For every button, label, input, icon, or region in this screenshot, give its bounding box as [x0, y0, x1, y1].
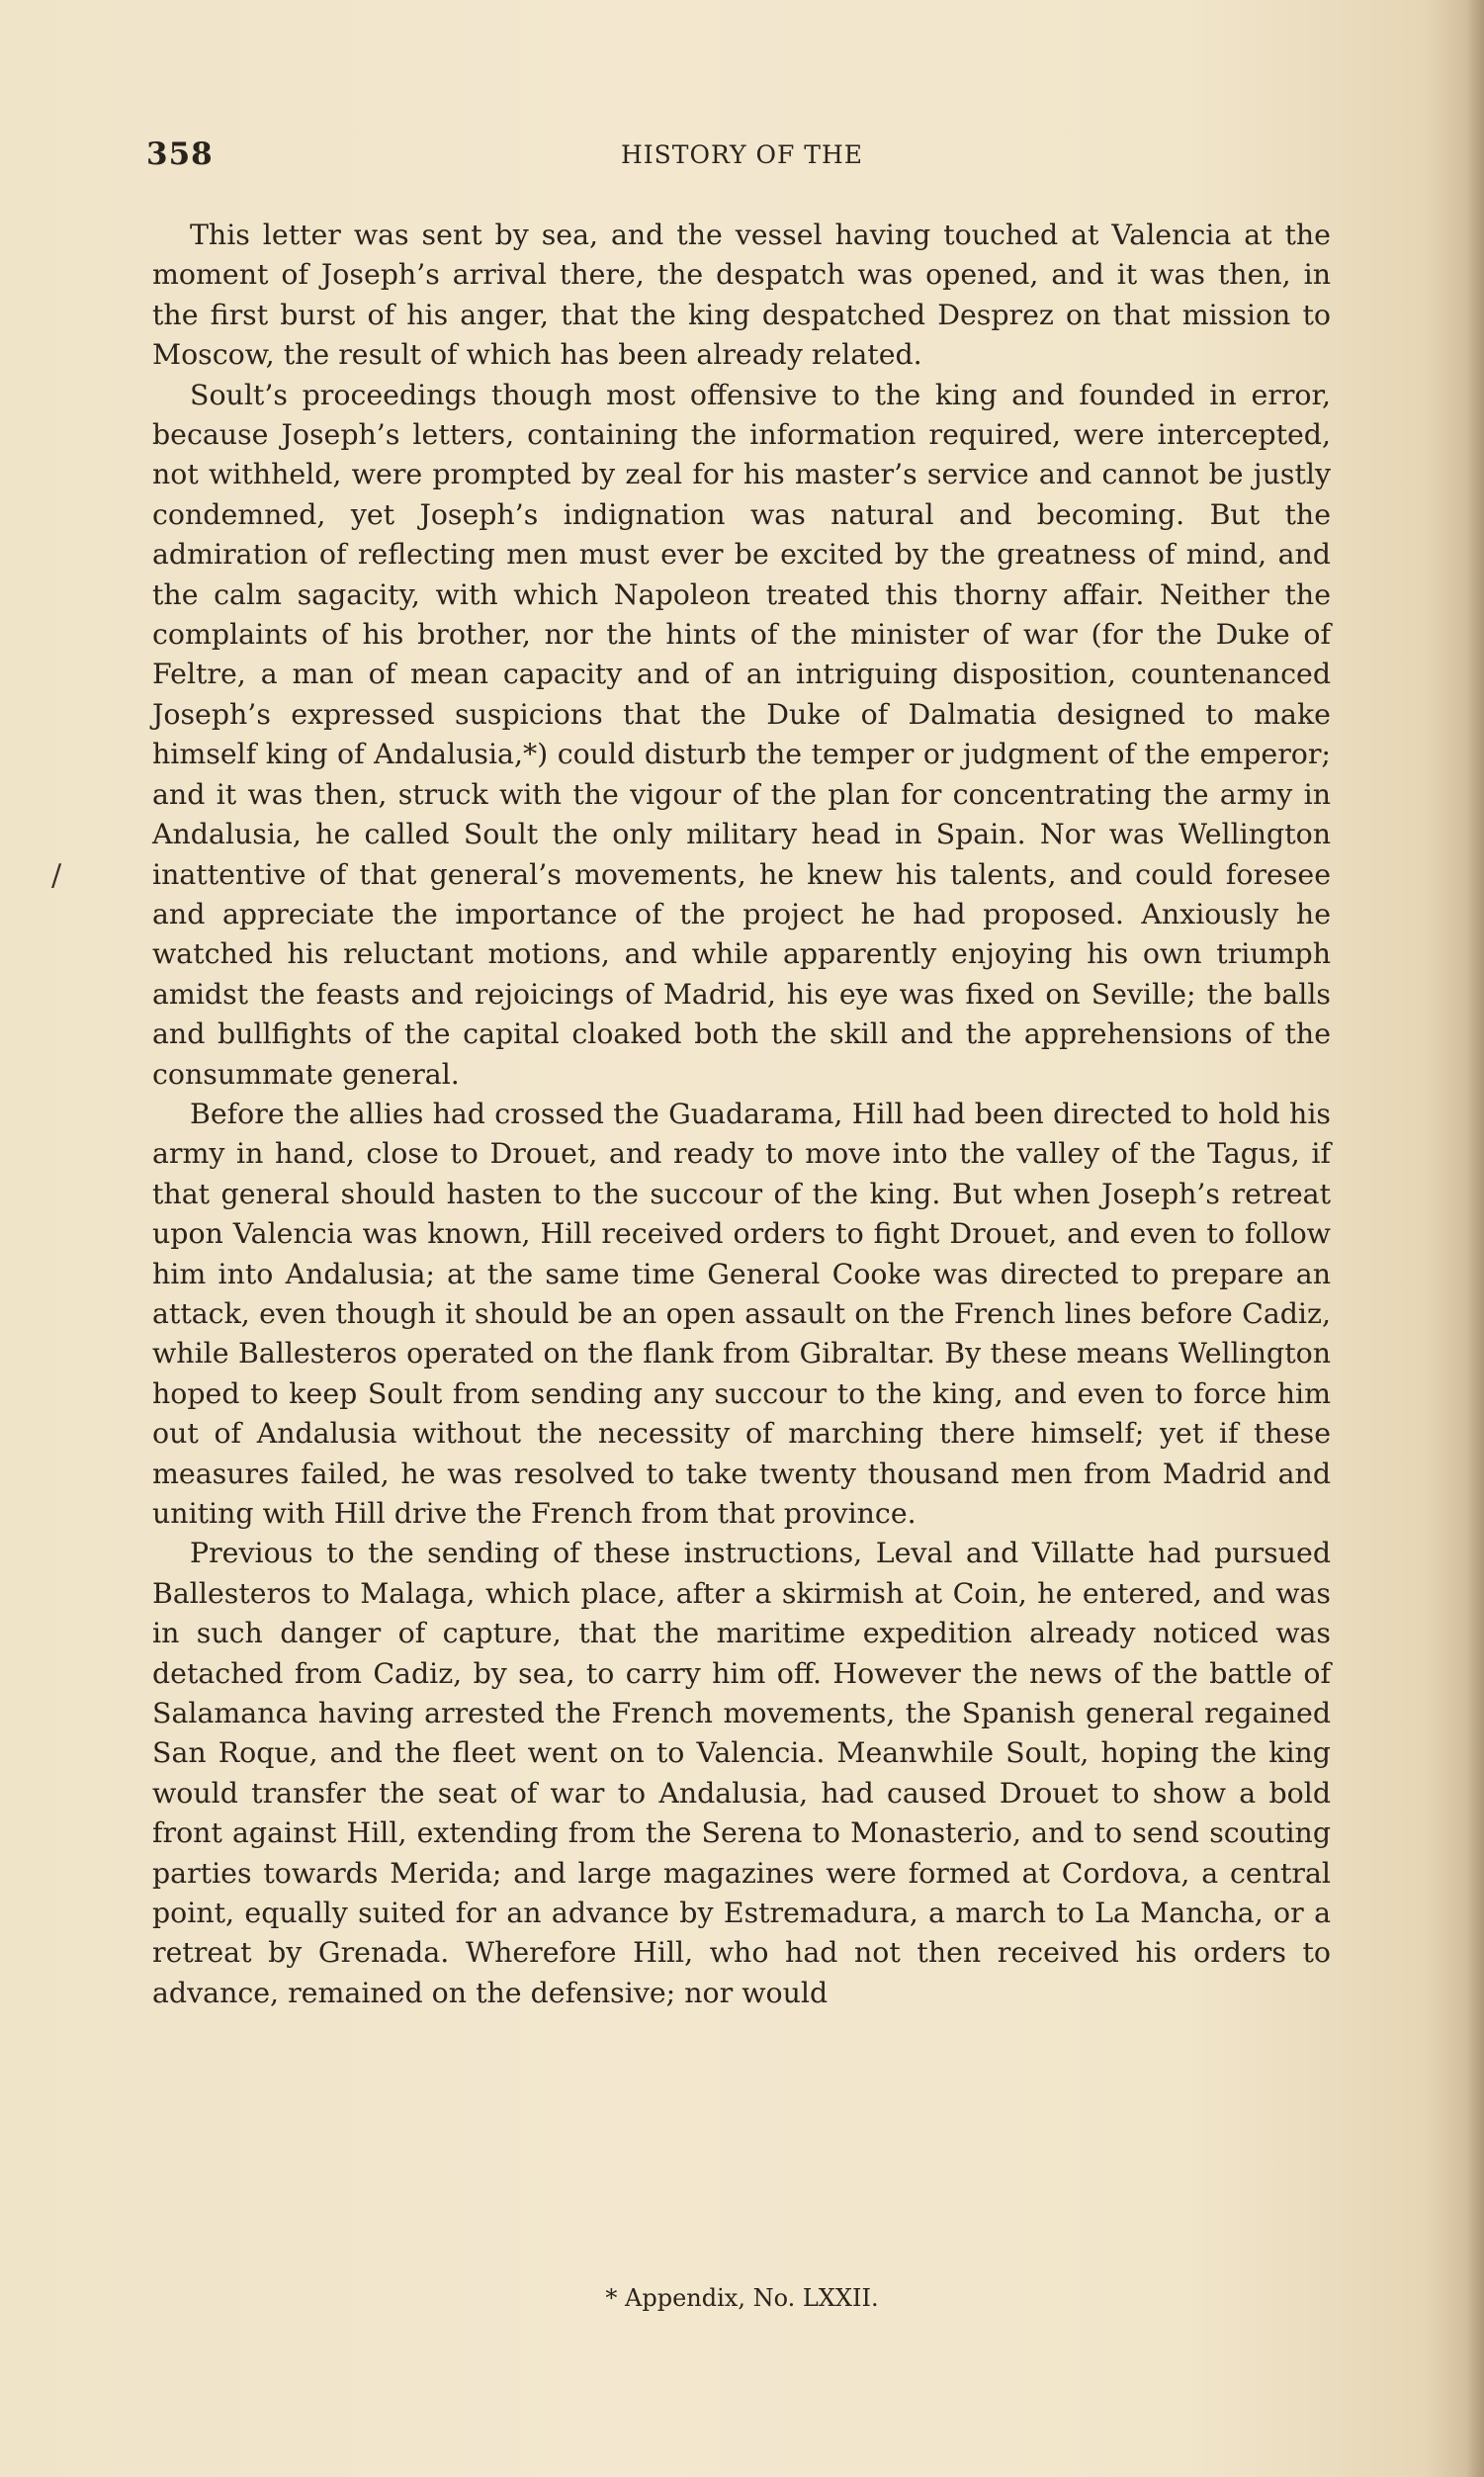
paragraph: This letter was sent by sea, and the vessel having touched at Valencia at the moment of Joseph’s arrival there, the despatch was opened, and it was then, in the first burst of his anger, that the king despatched Desprez on that mission to Moscow, the result of which has been already related.: [152, 219, 1331, 372]
running-head: HISTORY OF THE: [621, 140, 863, 169]
page-number: 358: [146, 136, 214, 172]
footnote: * Appendix, No. LXXII.: [605, 2284, 879, 2312]
paragraph: Previous to the sending of these instructions, Leval and Villatte had pursued Ballesteros to Malaga, which place, after a skirmish at Coin, he entered, and was in such danger of capture, that the maritime expedition already noticed was detached from Cadiz, by sea, to carry him off. However the news of the battle of Salamanca having arrested the French movements, the Spanish general regained San Roque, and the fleet went on to Valencia. Meanwhile Soult, hoping the king would transfer the seat of war to Andalusia, had caused Drouet to show a bold front against Hill, extending from the Serena to Monasterio, and to send scouting parties towards Merida; and large magazines were formed at Cordova, a central point, equally suited for an advance by Estremadura, a march to La Mancha, or a retreat by Grenada. Wherefore Hill, who had not then received his orders to advance, remained on the defensive; nor would: [152, 1537, 1331, 2009]
body-text: [152, 216, 1331, 2013]
paragraph: Soult’s proceedings though most offensive to the king and founded in error, because Joseph’s letters, containing the information required, were intercepted, not withheld, were prompted by zeal for his master’s service and cannot be justly condemned, yet Joseph’s indignation was natural and becoming. But the admiration of reflecting men must ever be excited by the greatness of mind, and the calm sagacity, with which Napoleon treated this thorny affair. Neither the complaints of his brother, nor the hints of the minister of war (for the Duke of Feltre, a man of mean capacity and of an intriguing disposition, countenanced Joseph’s expressed suspicions that the Duke of Dalmatia designed to make himself king of Andalusia,*) could disturb the temper or judgment of the emperor; and it was then, struck with the vigour of the plan for concentrating the army in Andalusia, he called Soult the only military head in Spain. Nor was Wellington inattentive of that general’s movements, he knew his talents, and could foresee and appreciate the importance of the project he had proposed. Anxiously he watched his reluctant motions, and while apparently enjoying his own triumph amidst the feasts and rejoicings of Madrid, his eye was fixed on Seville; the balls and bullfights of the capital cloaked both the skill and the apprehensions of the consummate general.: [152, 378, 1331, 1091]
page-header: [146, 136, 1338, 186]
margin-pencil-mark: /: [51, 858, 62, 893]
paragraph: Before the allies had crossed the Guadarama, Hill had been directed to hold his army in hand, close to Drouet, and ready to move into the valley of the Tagus, if that general should hasten to the succour of the king. But when Joseph’s retreat upon Valencia was known, Hill received orders to fight Drouet, and even to follow him into Andalusia; at the same time General Cooke was directed to prepare an attack, even though it should be an open assault on the French lines before Cadiz, while Ballesteros operated on the flank from Gibraltar. By these means Wellington hoped to keep Soult from sending any succour to the king, and even to force him out of Andalusia without the necessity of marching there himself; yet if these measures failed, he was resolved to take twenty thousand men from Madrid and uniting with Hill drive the French from that province.: [152, 1097, 1331, 1530]
page-edge-shadow: [1466, 0, 1484, 2477]
